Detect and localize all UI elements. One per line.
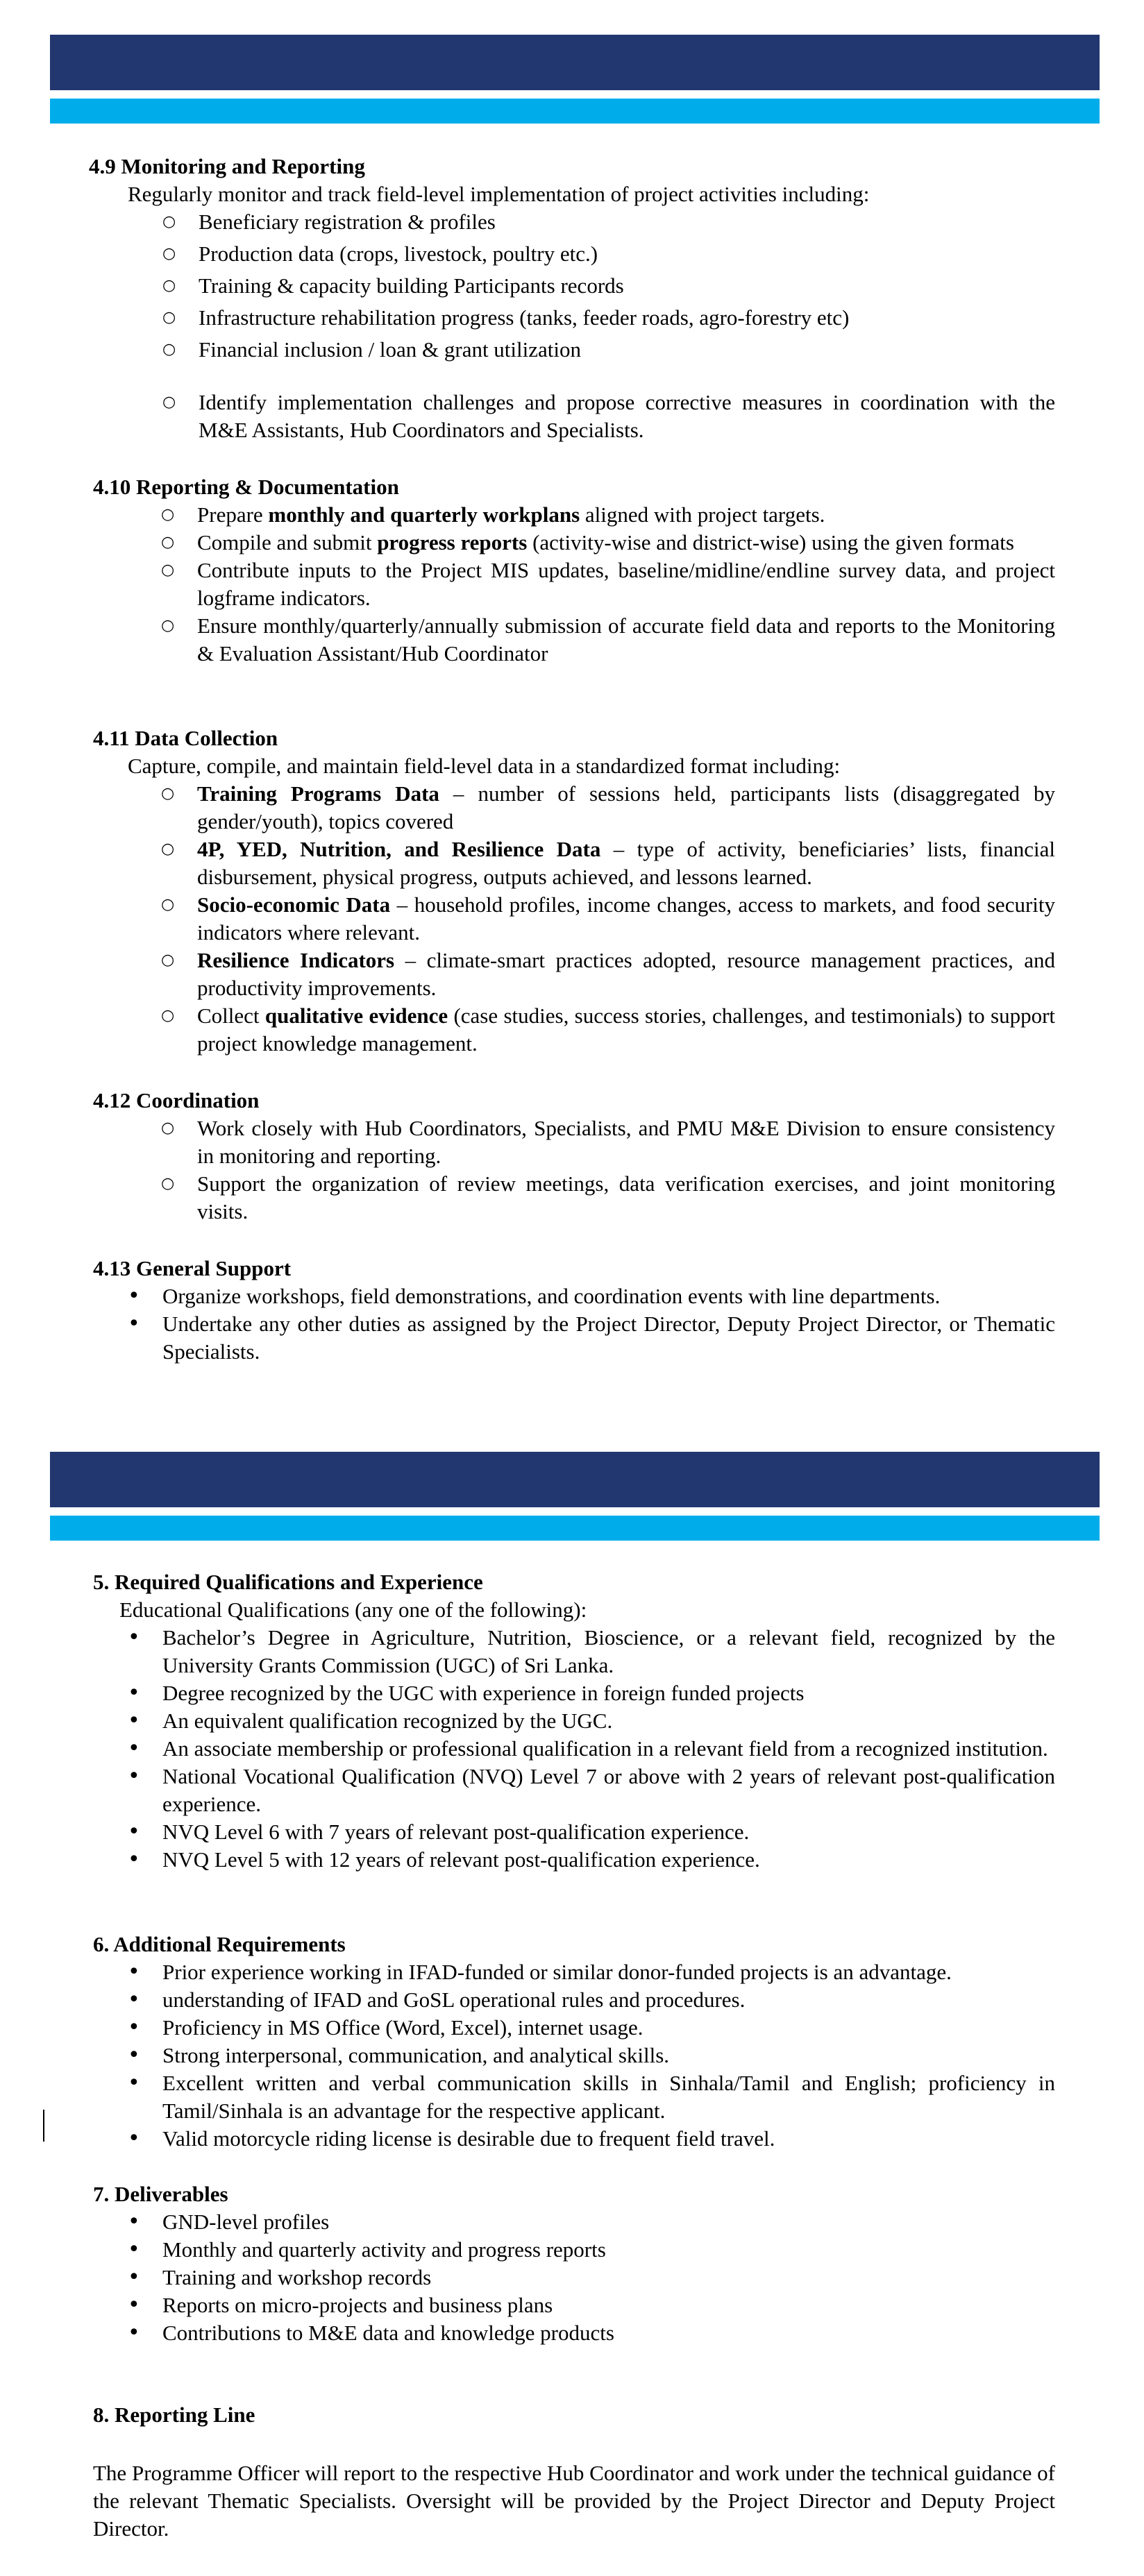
list-item: ○ Ensure monthly/quarterly/annually submission of accurate field data and reports to the Monitoring & Evaluation Assistant/Hub Coordinator [161,613,1055,666]
circle-bullet-icon: ○ [162,393,176,411]
section-deliverables [93,2180,1065,2347]
dot-bullet-icon: • [128,1284,140,1308]
list-item: • Monthly and quarterly activity and progress reports [162,2236,1055,2264]
list-item: • Valid motorcycle riding license is desirable due to frequent field travel. [162,2125,1055,2153]
circle-bullet-icon: ○ [161,1007,175,1024]
list-item: • NVQ Level 5 with 12 years of relevant post-qualification experience. [162,1846,1055,1874]
list-item: ○ Training & capacity building Participants records [199,272,1055,304]
circle-bullet-icon: ○ [161,617,175,634]
list-item: ○ Socio-economic Data – household profiles, income changes, access to markets, and food security indicators where relevant. [161,892,1056,944]
header-band-cyan [50,1516,1100,1541]
list-item: • Reports on micro-projects and business plans [162,2291,1055,2319]
circle-bullet-icon: ○ [161,840,175,858]
section-qualifications [93,1568,1065,1874]
section-reporting-documentation [93,473,1065,668]
dot-bullet-icon: • [128,2126,140,2151]
header-band-cyan [50,99,1100,124]
list-item: ○ Contribute inputs to the Project MIS updates, baseline/midline/endline survey data, and project logframe indicators. [161,558,1055,610]
section-title: 4.11 Data Collection [93,726,278,750]
list-item: ○ Resilience Indicators – climate-smart practices adopted, resource management practices, and productivity improvements. [161,948,1055,1000]
section-title: 6. Additional Requirements [93,1932,346,1956]
circle-bullet-icon: ○ [161,896,175,913]
list-item: • Excellent written and verbal communication skills in Sinhala/Tamil and English; proficiency in Tamil/Sinhala is an advantage for the respective applicant. [128,2071,1055,2123]
section-title: 8. Reporting Line [93,2403,255,2427]
dot-bullet-icon: • [128,2293,140,2317]
list-item: ○ Infrastructure rehabilitation progress (tanks, feeder roads, agro-forestry etc) [199,304,1055,336]
circle-bullet-icon: ○ [162,341,176,358]
list-item: ○ Compile and submit progress reports (activity-wise and district-wise) using the given formats [197,529,1055,557]
section-intro: Regularly monitor and track field-level implementation of project activities including: [128,182,870,206]
list-item: ○ Beneficiary registration & profiles [199,208,1055,240]
list-item: ○ Production data (crops, livestock, poultry etc.) [199,240,1055,272]
list-item: • understanding of IFAD and GoSL operational rules and procedures. [162,1986,1055,2014]
list-item: • GND-level profiles [162,2208,1055,2236]
circle-bullet-icon: ○ [161,785,175,802]
list-item: • Training and workshop records [162,2264,1055,2291]
circle-bullet-icon: ○ [162,213,176,230]
dot-bullet-icon: • [128,2321,140,2345]
section-additional-requirements [93,1931,1065,2153]
dot-bullet-icon: • [128,1681,140,1705]
list-item: • Proficiency in MS Office (Word, Excel), internet usage. [162,2014,1055,2042]
dot-bullet-icon: • [128,1988,140,2012]
section-title: 4.12 Coordination [93,1088,260,1112]
circle-bullet-icon: ○ [161,534,175,551]
dot-bullet-icon: • [128,1312,140,1336]
section-coordination [93,1087,1065,1226]
section-title: 4.9 Monitoring and Reporting [89,154,365,178]
list-item: ○ Collect qualitative evidence (case studies, success stories, challenges, and testimonials) to support project knowledge management. [161,1003,1056,1056]
section-title: 4.10 Reporting & Documentation [93,475,399,499]
circle-bullet-icon: ○ [161,506,175,523]
header-band-dark [50,35,1100,90]
dot-bullet-icon: • [128,1820,140,1844]
section-monitoring-reporting [89,153,1061,444]
dot-bullet-icon: • [128,1764,140,1788]
header-band-dark [50,1452,1100,1507]
list-item: • Prior experience working in IFAD-funded or similar donor-funded projects is an advantage. [162,1958,1055,1986]
section-title: 5. Required Qualifications and Experience [93,1570,483,1594]
list-item: ○ Prepare monthly and quarterly workplans aligned with project targets. [197,501,1055,529]
circle-bullet-icon: ○ [161,1175,175,1192]
dot-bullet-icon: • [128,2210,140,2234]
list-item: ○ Training Programs Data – number of sessions held, participants lists (disaggregated by gender/youth), topics covered [161,781,1055,833]
section-title: 4.13 General Support [93,1256,292,1280]
dot-bullet-icon: • [128,1709,140,1733]
section-title: 7. Deliverables [93,2182,228,2206]
list-item: • An equivalent qualification recognized by the UGC. [162,1707,1055,1735]
circle-bullet-icon: ○ [162,277,176,294]
list-item: ○ Financial inclusion / loan & grant utilization [199,336,1055,368]
section-data-collection [93,724,1065,1058]
dot-bullet-icon: • [128,1736,140,1761]
dot-bullet-icon: • [128,2265,140,2289]
dot-bullet-icon: • [128,2237,140,2262]
list-item: • Degree recognized by the UGC with experience in foreign funded projects [162,1679,1055,1707]
dot-bullet-icon: • [128,2071,140,2095]
section-intro: Capture, compile, and maintain field-level data in a standardized format including: [128,754,841,778]
circle-bullet-icon: ○ [161,1119,175,1137]
dot-bullet-icon: • [128,2015,140,2040]
circle-bullet-icon: ○ [161,561,175,579]
list-item: ○ Identify implementation challenges and propose corrective measures in coordination with the M&E Assistants, Hub Coordinators and Specialists. [162,390,1055,442]
list-item: • An associate membership or professional qualification in a relevant field from a recognized institution. [162,1735,1055,1763]
section-reporting-line [93,2401,1055,2543]
list-item: • Undertake any other duties as assigned by the Project Director, Deputy Project Director, or Thematic Specialists. [128,1312,1055,1364]
list-item: ○ Work closely with Hub Coordinators, Specialists, and PMU M&E Division to ensure consistency in monitoring and reporting. [161,1116,1055,1168]
text-cursor [43,2110,44,2142]
list-item: • Bachelor’s Degree in Agriculture, Nutrition, Bioscience, or a relevant field, recognized by the University Grants Commission (UGC) of Sri Lanka. [128,1625,1055,1677]
circle-bullet-icon: ○ [162,309,176,326]
circle-bullet-icon: ○ [162,245,176,262]
list-item: ○ Support the organization of review meetings, data verification exercises, and joint monitoring visits. [161,1171,1055,1223]
circle-bullet-icon: ○ [161,951,175,969]
reporting-line-paragraph: The Programme Officer will report to the respective Hub Coordinator and work under the technical guidance of the relevant Thematic Specialists. Oversight will be provided by the Project Director and Deputy Project Director. [93,2461,1055,2541]
list-item: • National Vocational Qualification (NVQ) Level 7 or above with 2 years of relevant post-qualification experience. [128,1764,1055,1816]
section-general-support [93,1255,1065,1366]
dot-bullet-icon: • [128,1847,140,1872]
list-item: • Strong interpersonal, communication, and analytical skills. [162,2042,1055,2069]
list-item: • NVQ Level 6 with 7 years of relevant post-qualification experience. [162,1818,1055,1846]
section-intro: Educational Qualifications (any one of the following): [119,1598,587,1622]
list-item: • Contributions to M&E data and knowledge products [162,2319,1055,2347]
list-item: • Organize workshops, field demonstrations, and coordination events with line departments. [162,1282,1055,1310]
dot-bullet-icon: • [128,1960,140,1984]
dot-bullet-icon: • [128,1625,140,1650]
list-item: ○ 4P, YED, Nutrition, and Resilience Data – type of activity, beneficiaries’ lists, financial disbursement, physical progress, outputs achieved, and lessons learned. [161,837,1055,889]
dot-bullet-icon: • [128,2043,140,2067]
